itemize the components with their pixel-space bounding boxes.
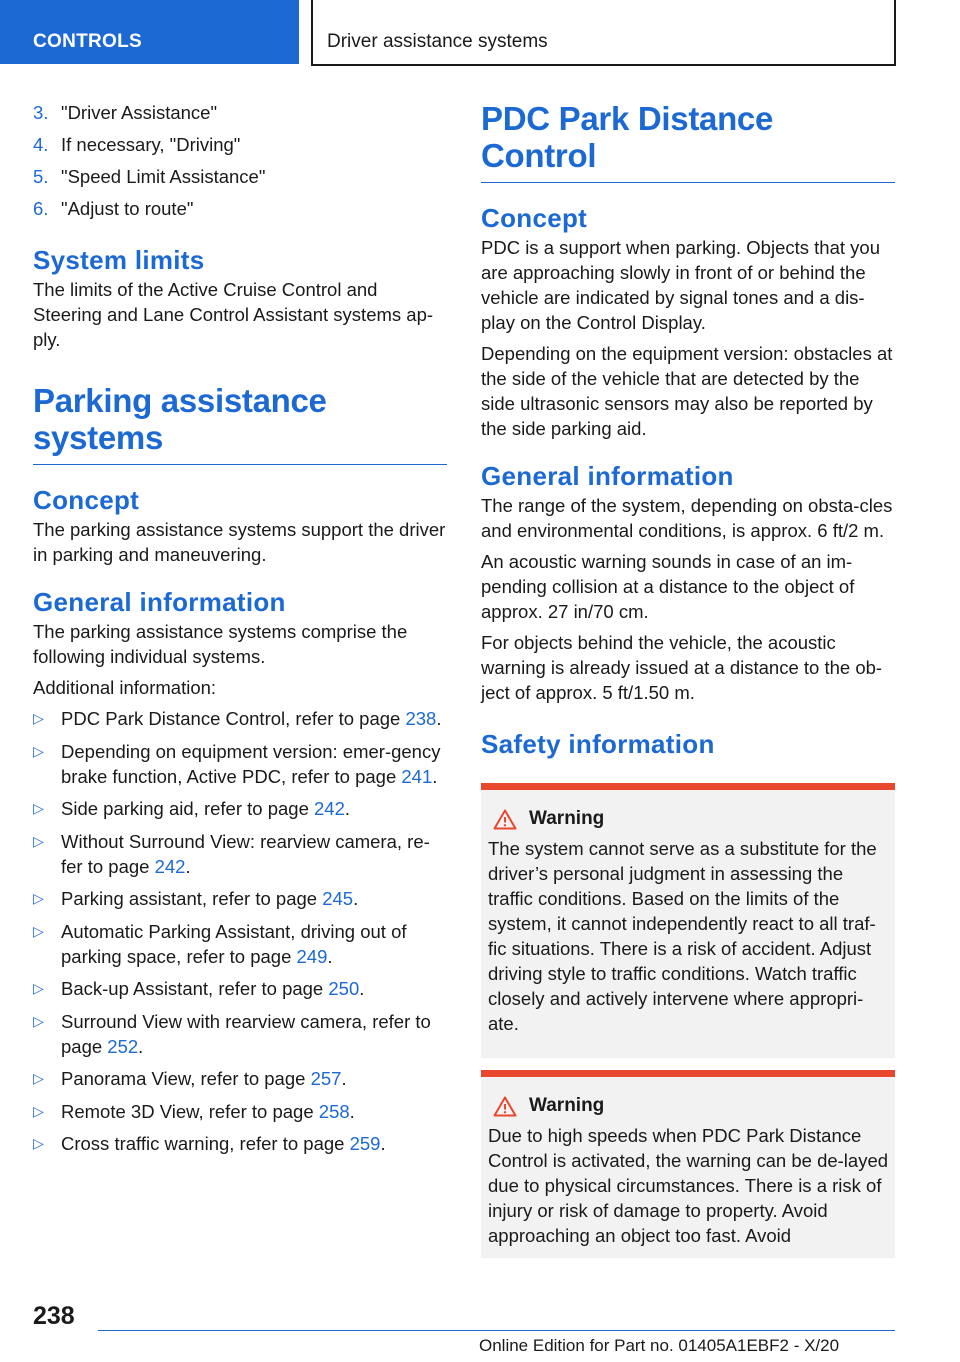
page-link[interactable]: 250 <box>328 978 360 999</box>
list-item: ▷ Automatic Parking Assistant, driving out of parking space, refer to page 249. <box>33 920 407 967</box>
step-text: If necessary, "Driving" <box>61 134 241 155</box>
step-number: 4. <box>33 134 49 155</box>
warning-text: Due to high speeds when PDC Park Distance Control is activated, the warning can be de-layed due to physical circumstances. There is a risk of injury or risk of damage to property. Avoid approaching an object too fast. Avoid <box>488 1125 889 1246</box>
triangle-bullet-icon: ▷ <box>33 922 44 939</box>
pdc-concept-text-2: Depending on the equipment version: obstacles at the side of the vehicle that are detected by the side ultrasonic sensors may also be reported by the side parking aid. <box>481 343 893 439</box>
pdc-general-text-1: The range of the system, depending on obsta-cles and environmental conditions, is approx. 6 ft/2 m. <box>481 495 893 541</box>
list-item: ▷ PDC Park Distance Control, refer to page 238. <box>33 708 442 729</box>
page-link[interactable]: 238 <box>405 708 437 729</box>
triangle-bullet-icon: ▷ <box>33 980 44 996</box>
left-column <box>33 100 447 1164</box>
triangle-bullet-icon: ▷ <box>33 742 44 759</box>
pdc-general-text-3: For objects behind the vehicle, the acoustic warning is already issued at a distance to the ob-ject of approx. 5 ft/1.50 m. <box>481 632 883 703</box>
step-number: 5. <box>33 166 49 187</box>
page-link[interactable]: 249 <box>296 945 328 967</box>
pdc-heading: PDC Park Distance Control <box>481 100 895 183</box>
list-item: ▷ Without Surround View: rearview camera, re-fer to page 242. <box>33 830 430 877</box>
triangle-bullet-icon: ▷ <box>33 1070 44 1086</box>
triangle-bullet-icon: ▷ <box>33 1102 44 1119</box>
list-item: ▷ Back-up Assistant, refer to page 250. <box>33 978 365 999</box>
system-limits-heading: System limits <box>33 245 205 275</box>
warning-label: Warning <box>529 808 605 829</box>
list-item: ▷ Depending on equipment version: emer-gency brake function, Active PDC, refer to page 241. <box>33 740 441 787</box>
page-link[interactable]: 242 <box>314 798 345 819</box>
page-link[interactable]: 241 <box>401 765 433 787</box>
step-item <box>33 164 447 189</box>
triangle-bullet-icon: ▷ <box>33 710 44 726</box>
pdc-concept-heading: Concept <box>481 203 588 233</box>
step-text: "Speed Limit Assistance" <box>61 166 266 187</box>
step-number: 3. <box>33 102 49 123</box>
step-item <box>33 196 447 221</box>
step-list <box>33 100 447 221</box>
section-tab <box>0 0 299 64</box>
warning-box <box>481 1070 895 1258</box>
warning-header <box>488 808 889 830</box>
triangle-bullet-icon: ▷ <box>33 800 44 816</box>
additional-information-label: Additional information: <box>33 677 217 698</box>
pdc-general-heading: General information <box>481 461 734 491</box>
warning-triangle-icon <box>493 1096 517 1117</box>
triangle-bullet-icon: ▷ <box>33 832 44 849</box>
warning-label: Warning <box>529 1095 605 1116</box>
page-link[interactable]: 258 <box>318 1100 350 1122</box>
warning-box <box>481 783 895 1058</box>
page-link[interactable]: 242 <box>154 855 186 877</box>
system-list <box>33 706 447 1156</box>
step-item <box>33 132 447 157</box>
list-item: ▷ Remote 3D View, refer to page 258. <box>33 1100 355 1122</box>
triangle-bullet-icon: ▷ <box>33 1012 44 1029</box>
general-information-text: The parking assistance systems comprise the following individual systems. <box>33 621 408 667</box>
page-number: 238 <box>33 1302 75 1330</box>
pdc-general-text-2: An acoustic warning sounds in case of an im-pending collision at a distance to the object of approx. 27 in/70 cm. <box>481 551 855 622</box>
list-item: ▷ Parking assistant, refer to page 245. <box>33 888 359 909</box>
step-text: "Adjust to route" <box>61 198 194 219</box>
chapter-title: Driver assistance systems <box>327 31 548 52</box>
step-item <box>33 100 447 125</box>
list-item: ▷ Panorama View, refer to page 257. <box>33 1068 347 1089</box>
parking-assistance-heading: Parking assistance systems <box>33 382 447 465</box>
section-title: CONTROLS <box>33 31 143 52</box>
step-number: 6. <box>33 198 49 219</box>
system-limits-text: The limits of the Active Cruise Control and Steering and Lane Control Assistant systems ap-ply. <box>33 279 434 350</box>
step-text: "Driver Assistance" <box>61 102 218 123</box>
triangle-bullet-icon: ▷ <box>33 1135 44 1151</box>
pdc-concept-text-1: PDC is a support when parking. Objects that you are approaching slowly in front of or behind the vehicle are indicated by signal tones and a dis-play on the Control Display. <box>481 237 880 333</box>
general-information-heading: General information <box>33 587 286 617</box>
warning-triangle-icon <box>493 809 517 830</box>
page-link[interactable]: 252 <box>107 1035 139 1057</box>
page-link[interactable]: 245 <box>322 888 354 909</box>
page-link[interactable]: 259 <box>349 1133 381 1154</box>
footer-divider <box>98 1330 895 1331</box>
footer-edition: Online Edition for Part no. 01405A1EBF2 - X/20 <box>479 1336 840 1355</box>
warning-text: The system cannot serve as a substitute for the driver’s personal judgment in assessing the traffic conditions. Based on the limits of the system, it cannot independently react to all traf-fic situations. There is a risk of accident. Adjust driving style to traffic conditions. Watch traffic closely and actively intervene where appropri-ate. <box>488 838 877 1034</box>
right-column <box>481 100 895 1258</box>
safety-information-heading: Safety information <box>481 729 715 759</box>
page-link[interactable]: 257 <box>310 1068 342 1089</box>
warning-header <box>488 1095 889 1117</box>
concept-text: The parking assistance systems support the driver in parking and maneuvering. <box>33 519 446 565</box>
triangle-bullet-icon: ▷ <box>33 890 44 906</box>
chapter-header <box>311 0 896 66</box>
concept-heading: Concept <box>33 485 140 515</box>
list-item: ▷ Cross traffic warning, refer to page 259. <box>33 1133 386 1154</box>
list-item: ▷ Side parking aid, refer to page 242. <box>33 798 351 819</box>
list-item: ▷ Surround View with rearview camera, refer to page 252. <box>33 1010 431 1057</box>
